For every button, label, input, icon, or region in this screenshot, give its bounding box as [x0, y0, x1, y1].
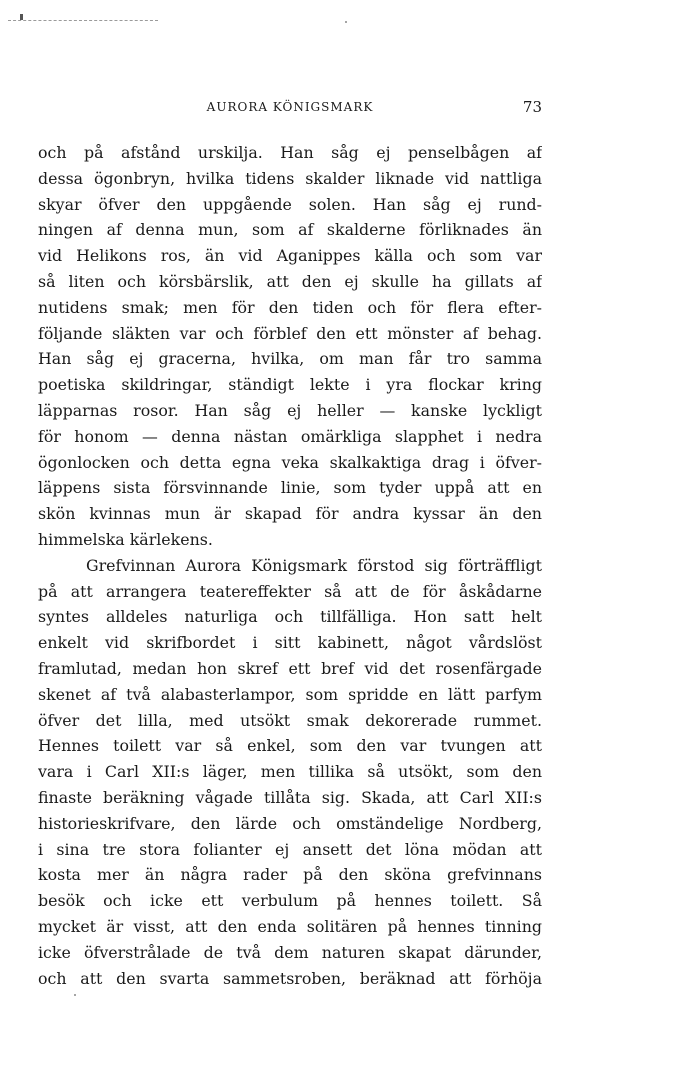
text-line: läppens sista försvinnande linie, som tyder uppå att en [38, 478, 542, 498]
scan-mark [20, 14, 23, 20]
text-line: Han såg ej gracerna, hvilka, om man får tro samma [38, 349, 542, 369]
text-line: himmelska kärlekens. [38, 529, 213, 549]
scan-edge-line [8, 20, 158, 21]
page-number: 73 [522, 98, 542, 116]
text-line: enkelt vid skrifbordet i sitt kabinett, något vårdslöst [38, 633, 542, 653]
text-line: ningen af denna mun, som af skalderne förliknades än [38, 220, 542, 240]
text-line: vid Helikons ros, än vid Aganippes källa och som var [38, 246, 542, 266]
text-line: historieskrifvare, den lärde och omständelige Nordberg, [38, 813, 542, 833]
text-line: mycket är visst, att den enda solitären på hennes tinning [38, 916, 542, 936]
text-line: läpparnas rosor. Han såg ej heller — kanske lyckligt [38, 400, 542, 420]
text-line: skön kvinnas mun är skapad för andra kyssar än den [38, 504, 542, 524]
text-line: ögonlocken och detta egna veka skalkaktiga drag i öfver- [38, 452, 542, 472]
text-line: skyar öfver den uppgående solen. Han såg ej rund- [38, 194, 542, 214]
text-line: och att den svarta sammetsroben, beräknad att förhöja [38, 968, 542, 988]
running-title: AURORA KÖNIGSMARK [206, 100, 374, 114]
text-line: icke öfverstrålade de två dem naturen skapat därunder, [38, 942, 542, 962]
text-line: syntes alldeles naturliga och tillfälliga. Hon satt helt [38, 607, 542, 627]
text-line: dessa ögonbryn, hvilka tidens skalder liknade vid nattliga [38, 168, 542, 188]
page-header [38, 96, 542, 118]
paragraph [38, 553, 542, 992]
text-line: finaste beräkning vågade tillåta sig. Skada, att Carl XII:s [38, 787, 542, 807]
text-line: i sina tre stora folianter ej ansett det löna mödan att [38, 839, 542, 859]
text-line: besök och icke ett verbulum på hennes toilett. Så [38, 891, 542, 911]
text-line: följande släkten var och förblef den ett mönster af behag. [38, 323, 542, 343]
text-line: Hennes toilett var så enkel, som den var tvungen att [38, 736, 542, 756]
text-line: på att arrangera teatereffekter så att de för åskådarne [38, 581, 542, 601]
text-line: öfver det lilla, med utsökt smak dekorerade rummet. [38, 710, 542, 730]
paragraph [38, 140, 542, 553]
text-line: nutidens smak; men för den tiden och för flera efter- [38, 297, 542, 317]
text-line: poetiska skildringar, ständigt lekte i yra flockar kring [38, 375, 542, 395]
text-line: för honom — denna nästan omärkliga slapphet i nedra [38, 426, 542, 446]
text-line: så liten och körsbärslik, att den ej skulle ha gillats af [38, 271, 542, 291]
body-text [38, 140, 542, 991]
text-line: framlutad, medan hon skref ett bref vid det rosenfärgade [38, 658, 542, 678]
paper-speck [74, 994, 76, 996]
text-line: Grefvinnan Aurora Königsmark förstod sig förträffligt [86, 555, 542, 575]
text-line: kosta mer än några rader på den sköna grefvinnans [38, 865, 542, 885]
text-line: skenet af två alabasterlampor, som spridde en lätt parfym [38, 684, 542, 704]
paper-speck [345, 21, 347, 23]
text-line: och på afstånd urskilja. Han såg ej penselbågen af [38, 143, 542, 162]
text-line: vara i Carl XII:s läger, men tillika så utsökt, som den [38, 762, 542, 782]
